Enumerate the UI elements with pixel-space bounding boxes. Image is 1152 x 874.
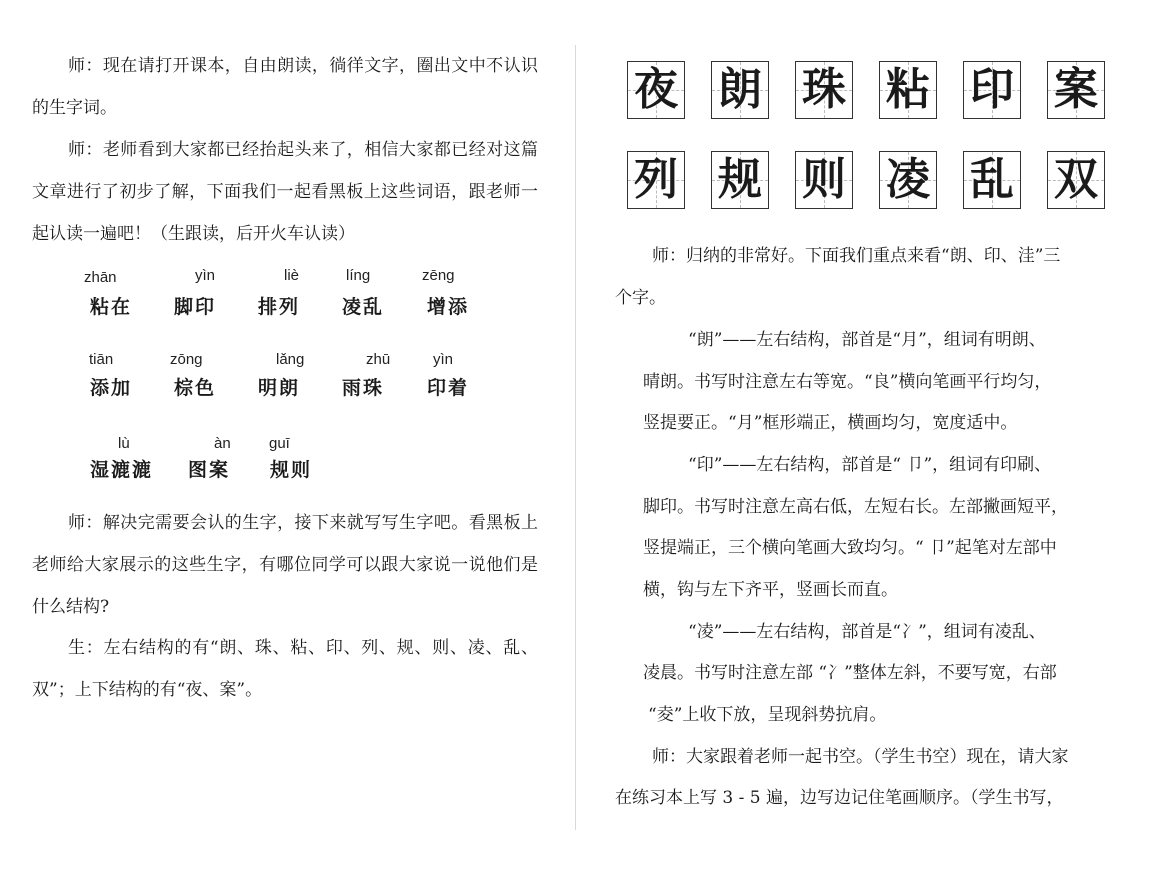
pinyin: líng xyxy=(346,267,371,284)
pinyin: yìn xyxy=(195,267,216,284)
paragraph-student-answer: 生：左右结构的有“朗、珠、粘、印、列、规、则、凌、乱、双”；上下结构的有“夜、案”。 xyxy=(32,638,538,700)
paragraph-teacher-read-words: 师：老师看到大家都已经抬起头来了，相信大家都已经对这篇文章进行了初步了解，下面我们一起看黑板上这些词语，跟老师一起认读一遍吧！（生跟读，后开火车认读） xyxy=(32,140,538,244)
pinyin: zēng xyxy=(422,267,455,284)
text-line: 竖提要正。“月”框形端正，横画均匀，宽度适中。 xyxy=(643,413,1018,433)
text-line: “夌”上收下放，呈现斜势抗肩。 xyxy=(648,705,887,725)
vocab-word: 规则 xyxy=(270,459,313,481)
character-box: 双 xyxy=(1047,151,1105,209)
character-box: 夜 xyxy=(627,61,685,119)
pinyin: lù xyxy=(118,435,130,452)
character-box: 案 xyxy=(1047,61,1105,119)
text-line: 师：归纳的非常好。下面我们重点来看“朗、印、洼”三 xyxy=(652,246,1061,266)
character-box: 列 xyxy=(627,151,685,209)
text-line: 竖提端正，三个横向笔画大致均匀。“ 卩”起笔对左部中 xyxy=(643,538,1057,558)
text-line: 个字。 xyxy=(615,288,666,308)
vocab-word: 凌乱 xyxy=(342,296,385,318)
text-line: 横，钩与左下齐平，竖画长而直。 xyxy=(643,580,898,600)
vocab-word: 排列 xyxy=(258,296,301,318)
vocab-word: 添加 xyxy=(90,377,133,399)
pinyin: zōng xyxy=(170,351,203,368)
vocab-word: 棕色 xyxy=(174,377,217,399)
vocab-word: 印着 xyxy=(427,377,470,399)
vocab-word: 湿漉漉 xyxy=(90,459,154,481)
text-line: 凌晨。书写时注意左部 “冫”整体左斜，不要写宽，右部 xyxy=(643,663,1057,683)
vocab-word: 增添 xyxy=(427,296,470,318)
vocab-word: 雨珠 xyxy=(342,377,385,399)
pinyin: guī xyxy=(269,435,290,452)
pinyin: zhū xyxy=(366,351,391,368)
paragraph-teacher-structure: 师：解决完需要会认的生字，接下来就写写生字吧。看黑板上老师给大家展示的这些生字，有哪位同学可以跟大家说一说他们是什么结构? xyxy=(32,513,538,617)
vocab-word: 明朗 xyxy=(258,377,301,399)
character-box: 朗 xyxy=(711,61,769,119)
character-box: 则 xyxy=(795,151,853,209)
vocab-word: 粘在 xyxy=(90,296,133,318)
text-line: 在练习本上写 3 - 5 遍，边写边记住笔画顺序。（学生书写， xyxy=(615,788,1064,808)
pinyin: lǎng xyxy=(276,351,305,368)
character-box: 规 xyxy=(711,151,769,209)
pinyin: àn xyxy=(214,435,231,452)
text-line: “凌”——左右结构，部首是“冫”，组词有凌乱、 xyxy=(688,622,1046,642)
vocab-word: 脚印 xyxy=(174,296,217,318)
character-box: 乱 xyxy=(963,151,1021,209)
paragraph-teacher-open-book: 师：现在请打开课本，自由朗读，徜徉文字，圈出文中不认识的生字词。 xyxy=(32,56,538,118)
text-line: 师：大家跟着老师一起书空。（学生书空）现在，请大家 xyxy=(652,747,1069,767)
character-box: 珠 xyxy=(795,61,853,119)
page-divider xyxy=(575,45,576,830)
pinyin: zhān xyxy=(84,269,117,286)
text-line: 晴朗。书写时注意左右等宽。“良”横向笔画平行均匀， xyxy=(643,372,1052,392)
vocab-word: 图案 xyxy=(188,459,231,481)
character-box: 印 xyxy=(963,61,1021,119)
pinyin: liè xyxy=(284,267,300,284)
character-box: 粘 xyxy=(879,61,937,119)
character-box: 凌 xyxy=(879,151,937,209)
pinyin: yìn xyxy=(433,351,454,368)
text-line: 脚印。书写时注意左高右低，左短右长。左部撇画短平， xyxy=(643,497,1068,517)
text-line: “朗”——左右结构，部首是“月”，组词有明朗、 xyxy=(688,330,1046,350)
text-line: “印”——左右结构，部首是“ 卩”，组词有印刷、 xyxy=(688,455,1052,475)
pinyin: tiān xyxy=(89,351,114,368)
